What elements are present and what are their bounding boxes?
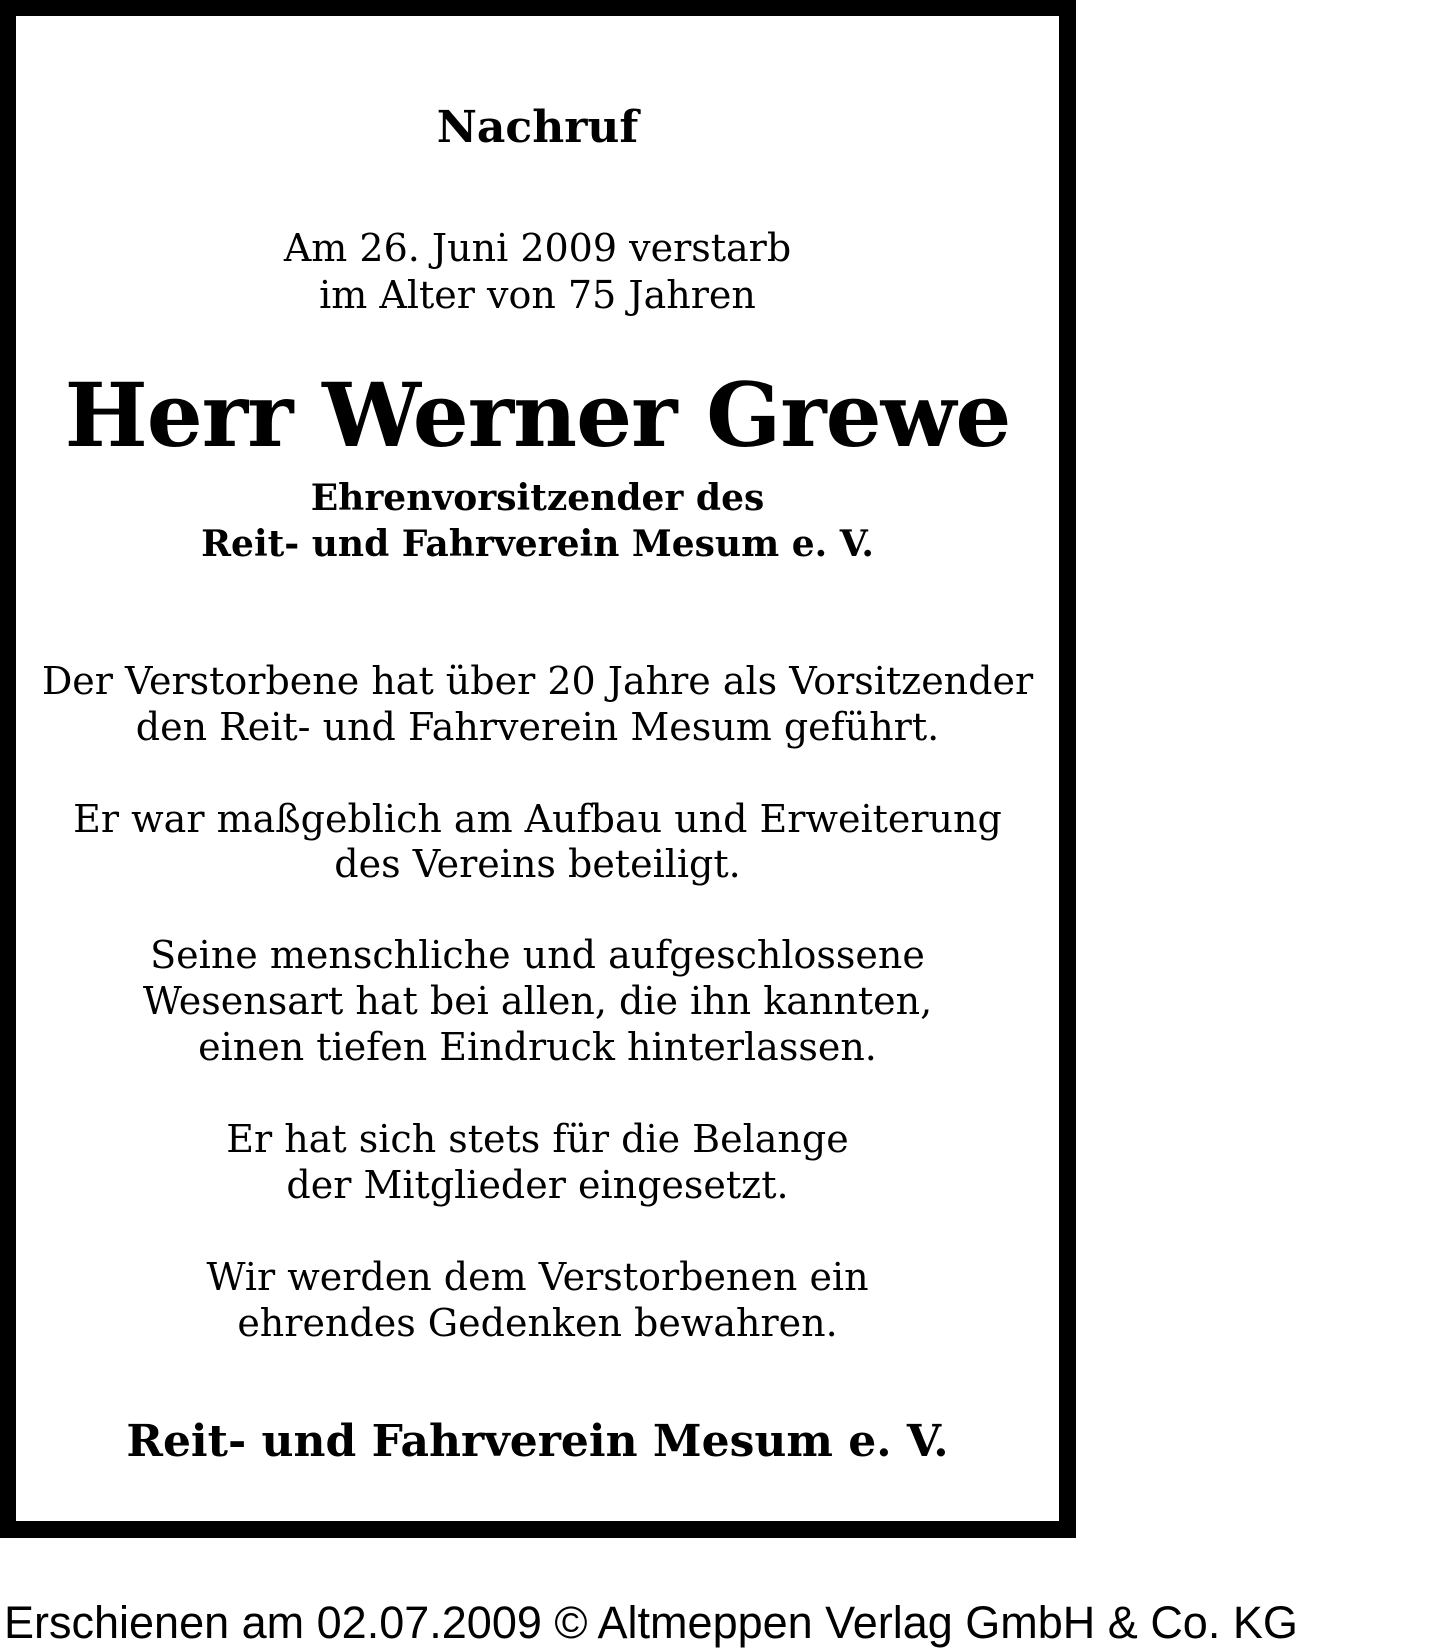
role-line: Ehrenvorsitzender des	[310, 477, 765, 519]
paragraph-text: Wir werden dem Verstorbenen ein	[206, 1255, 869, 1299]
paragraph-text: der Mitglieder eingesetzt.	[286, 1163, 789, 1207]
age-line: im Alter von 75 Jahren	[319, 273, 756, 317]
notice-heading: Nachruf	[436, 102, 639, 153]
signature-organization: Reit- und Fahrverein Mesum e. V.	[126, 1416, 949, 1467]
paragraph-text: Seine menschliche und aufgeschlossene	[150, 933, 925, 977]
publication-imprint: Erschienen am 02.07.2009 © Altmeppen Verlag GmbH & Co. KG	[4, 1597, 1298, 1648]
deceased-name: Herr Werner Grewe	[64, 363, 1011, 467]
paragraph-text: Der Verstorbene hat über 20 Jahre als Vorsitzender	[41, 659, 1034, 703]
paragraph-text: Wesensart hat bei allen, die ihn kannten,	[142, 979, 933, 1023]
paragraph-text: den Reit- und Fahrverein Mesum geführt.	[135, 705, 940, 749]
paragraph-text: Er war maßgeblich am Aufbau und Erweiterung	[73, 797, 1002, 841]
paragraph-text: einen tiefen Eindruck hinterlassen.	[198, 1025, 877, 1069]
paragraph-text: ehrendes Gedenken bewahren.	[237, 1301, 838, 1345]
paragraph-text: des Vereins beteiligt.	[334, 842, 741, 886]
club-name-line: Reit- und Fahrverein Mesum e. V.	[201, 523, 874, 565]
death-date-line: Am 26. Juni 2009 verstarb	[283, 226, 792, 270]
paragraph-text: Er hat sich stets für die Belange	[226, 1117, 849, 1161]
